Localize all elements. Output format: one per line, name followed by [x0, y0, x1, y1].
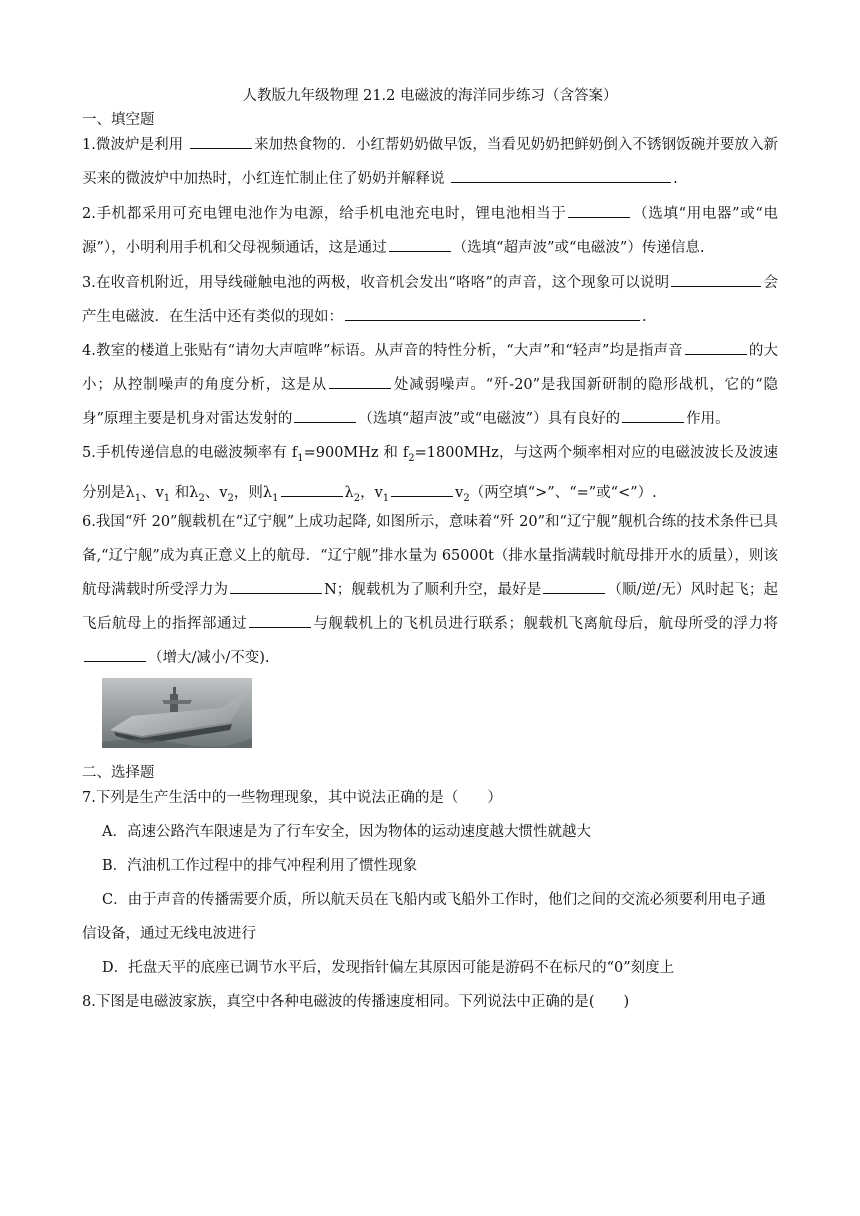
q5-text-h: λ — [344, 484, 354, 501]
q5-sub-4: 1 — [163, 492, 171, 504]
q7-option-b[interactable]: B．汽油机工作过程中的排气冲程利用了惯性现象 — [102, 858, 418, 874]
q5-sub-10: 2 — [463, 492, 470, 504]
question-4 — [82, 334, 778, 436]
q6-blank-3[interactable] — [249, 611, 311, 628]
q5-sub-3: 1 — [134, 492, 142, 504]
page-title: 人教版九年级物理 21.2 电磁波的海洋同步练习（含答案） — [242, 88, 618, 104]
question-5 — [82, 436, 778, 516]
q3-blank-1[interactable] — [671, 270, 761, 287]
question-1 — [82, 128, 778, 196]
q5-text-e: 和λ — [170, 484, 199, 501]
q7-option-c[interactable]: C．由于声音的传播需要介质，所以航天员在飞船内或飞船外工作时，他们之间的交流必须要利用电子通信设备，通过无线电波进行 — [82, 892, 766, 942]
q4-text-a: 4.教室的楼道上张贴有“请勿大声喧哗”标语。从声音的特性分析，“大声”和“轻声”均是指声音 — [82, 343, 683, 359]
q5-blank-2[interactable] — [391, 480, 453, 497]
q2-text-c: （选填“超声波”或“电磁波”）传递信息. — [452, 240, 705, 256]
q6-text-d: 与舰载机上的飞机员进行联系；舰载机飞离航母后，航母所受的浮力将 — [313, 616, 778, 632]
q7-option-a[interactable]: A．高速公路汽车限速是为了行车安全，因为物体的运动速度越大惯性就越大 — [102, 824, 591, 840]
q4-blank-4[interactable] — [622, 406, 684, 423]
q5-text-a: 5.手机传递信息的电磁波频率有 f — [82, 445, 298, 461]
q2-blank-1[interactable] — [568, 201, 630, 218]
q2-text-b: （选填“用电器”或“电源”），小明利用手机和父母视频通话，这是通过 — [82, 206, 778, 256]
q5-sub-7: 1 — [272, 492, 279, 504]
section-fill-heading: 一、填空题 — [82, 112, 155, 128]
q5-text-f: 、v — [204, 484, 228, 501]
q5-sub-5: 2 — [198, 492, 205, 504]
question-7: 7.下列是生产生活中的一些物理现象，其中说法正确的是（ ） — [82, 790, 502, 806]
question-8: 8.下图是电磁波家族，真空中各种电磁波的传播速度相同。下列说法中正确的是( ) — [82, 994, 630, 1010]
q4-text-d: （选填“超声波”或“电磁波”）具有良好的 — [358, 411, 621, 427]
aircraft-carrier-image — [102, 678, 252, 748]
q4-text-c: 处减弱噪声。“歼-20”是我国新研制的隐形战机，它的“隐身”原理主要是机身对雷达发射的 — [82, 377, 779, 427]
q3-text-b: 会产生电磁波．在生活中还有类似的现如： — [82, 275, 778, 325]
q5-text-c: =1800MHz，与这两个频率相对应的电磁波波长及波速分别是λ — [82, 445, 779, 501]
q4-blank-3[interactable] — [294, 406, 356, 423]
question-2 — [82, 197, 778, 265]
q5-blank-1[interactable] — [281, 480, 343, 497]
q5-sub-2: 2 — [408, 452, 415, 464]
q6-blank-1[interactable] — [230, 577, 322, 594]
q3-text-c: . — [642, 309, 647, 325]
q5-text-k: （两空填“>”、“=”或“<”）. — [469, 484, 657, 501]
q1-text-c: . — [673, 171, 678, 187]
q4-blank-2[interactable] — [329, 372, 391, 389]
q3-blank-2[interactable] — [345, 304, 640, 321]
q1-text-a: 1.微波炉是利用 — [82, 137, 184, 153]
q5-sub-9: 1 — [382, 492, 390, 504]
question-3 — [82, 266, 778, 334]
q5-text-i: ，v — [360, 484, 383, 501]
section-choice-heading: 二、选择题 — [82, 765, 155, 781]
q4-text-b: 的大小；从控制噪声的角度分析，这是从 — [82, 343, 779, 393]
q5-sub-1: 1 — [297, 452, 304, 464]
q6-text-e: （增大/减小/不变). — [148, 650, 270, 666]
q5-sub-8: 2 — [353, 492, 361, 504]
q6-text-a: 6.我国“歼 20”舰载机在“辽宁舰”上成功起降, 如图所示，意味着“歼 20”和“辽宁舰”舰机合练的技术条件已具备,“辽宁舰”成为真正意义上的航母．“辽宁舰”排水量为 65000t（排水量指满载时航母排开水的质量），则该航母满载时所受浮力为 — [82, 514, 778, 598]
q4-text-e: 作用。 — [686, 411, 730, 427]
q5-text-g: ，则λ — [233, 484, 273, 501]
q5-sub-6: 2 — [227, 492, 234, 504]
q7-option-d[interactable]: D．托盘天平的底座已调节水平后，发现指针偏左其原因可能是游码不在标尺的“0”刻度上 — [102, 960, 675, 976]
q6-text-c: （顺/逆/无）风时起飞；起飞后航母上的指挥部通过 — [82, 582, 778, 632]
q1-text-b: 来加热食物的．小红帮奶奶做早饭，当看见奶奶把鲜奶倒入不锈钢饭碗并要放入新买来的微波炉中加热时，小红连忙制止住了奶奶并解释说 — [82, 137, 779, 187]
q1-blank-2[interactable] — [451, 166, 671, 183]
q5-text-b: =900MHz 和 f — [303, 445, 409, 461]
q6-blank-4[interactable] — [84, 645, 146, 662]
question-6 — [82, 505, 778, 675]
q5-text-j: v — [455, 484, 464, 501]
q4-blank-1[interactable] — [685, 338, 747, 355]
q2-blank-2[interactable] — [389, 235, 451, 252]
q1-blank-1[interactable] — [190, 132, 252, 149]
q5-text-d: 、v — [141, 484, 164, 501]
q6-blank-2[interactable] — [543, 577, 605, 594]
q6-text-b: N；舰载机为了顺利升空，最好是 — [324, 582, 542, 598]
q3-text-a: 3.在收音机附近，用导线碰触电池的两极，收音机会发出“咯咯”的声音，这个现象可以说明 — [82, 275, 670, 291]
q2-text-a: 2.手机都采用可充电锂电池作为电源，给手机电池充电时，锂电池相当于 — [82, 206, 567, 222]
